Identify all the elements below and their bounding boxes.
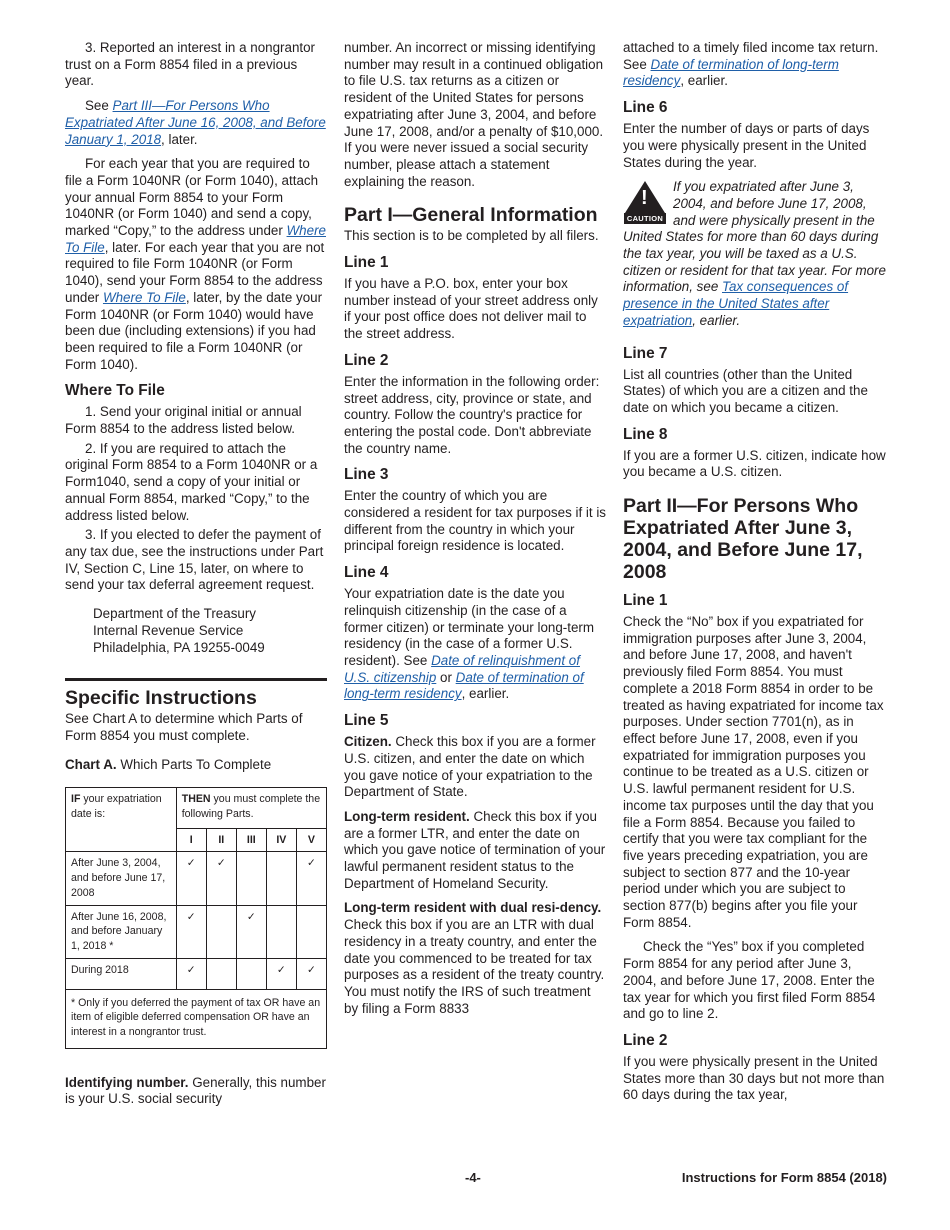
table-row (66, 958, 327, 989)
paragraph: Citizen. Check this box if you are a former U.S. citizen, and enter the date on which you gave notice of your expatriation to the Department of State. (344, 734, 596, 800)
check-icon: ✓ (176, 905, 206, 958)
caution-note: ! CAUTION If you expatriated after June 3, 2004, and before June 17, 2008, and were physically present in the United States for more than 60 days during the tax year, you will be taxed as a U.S. citizen or resident for that tax year. For more information, see Tax consequences of presence in the United States after expatriation, earlier. (623, 179, 886, 328)
see-reference: See Part III—For Persons Who Expatriated After June 16, 2008, and Before January 1, 2018, later. (65, 98, 326, 147)
paragraph: For each year that you are required to file a Form 1040NR (or Form 1040), attach your annual Form 8854 to your Form 1040NR (or Form 1040) and send a copy, marked “Copy,” to the address under Where To File, later. For each year that you are not required to file Form 1040NR (or Form 1040), send your Form 8854 to the address under Where To File, later, by the date your Form 1040NR (or Form 1040) would have been due (including extensions) if you had been required to file a Form 1040NR (or Form 1040). (65, 156, 326, 372)
section-heading: Where To File (65, 382, 165, 400)
mailing-address: Department of the Treasury Internal Revenue Service Philadelphia, PA 19255-0049 (93, 606, 265, 655)
column-1 (65, 40, 327, 1108)
paragraph: If you are a former U.S. citizen, indicate how you became a U.S. citizen. (623, 447, 886, 480)
list-item: 2. If you are required to attach the original Form 8854 to a Form 1040NR or a Form1040, send a copy of your initial or annual Form 8854, marked “Copy,” to the address listed below. (65, 440, 318, 523)
list-item: 1. Send your original initial or annual Form 8854 to the address listed below. (65, 404, 302, 437)
section-heading: Specific Instructions (65, 687, 257, 710)
paragraph: Check the “Yes” box if you completed Form 8854 for any period after June 3, 2004, and before June 17, 2008. Enter the tax year for which you first filed Form 8854 and go to line 2. (623, 939, 876, 1022)
column-header: II (206, 828, 236, 852)
table-cell (266, 905, 296, 958)
tax-consequences-link[interactable]: Tax consequences of presence in the United States after expatriation (623, 279, 849, 328)
table-cell: After June 16, 2008, and before January 1, 2018 * (66, 905, 177, 958)
table-cell (296, 905, 326, 958)
column-header: IV (266, 828, 296, 852)
termination-link[interactable]: Date of termination of long-term residency (623, 56, 839, 89)
table-cell (266, 852, 296, 905)
paragraph: Check the “No” box if you expatriated for immigration purposes after June 3, 2004, and before June 17, 2008, and haven't previously filed Form 8854. You must complete a 2018 Form 8854 in order to be treated as having expatriated for income tax purposes. Under section 7701(n), as in effect before June 17, 2008, even if you expatriated for immigration purposes you continue to be treated as a U.S. citizen or U.S. lawful permanent resident for U.S. income tax purposes until the day that you file a Form 8854. Because you failed to certify that you were tax compliant for the five years preceding expatriation, you are subject to section 877 and the 10-year period under which you are subject to section 877(b) begins after you file your Form 8854. (623, 614, 884, 930)
line-heading: Line 2 (344, 351, 389, 369)
part-iii-link[interactable]: Part III—For Persons Who Expatriated After June 16, 2008, and Before January 1, 2018 (65, 98, 326, 147)
chart-a-table (65, 787, 327, 1048)
table-cell (206, 905, 236, 958)
line-heading: Line 1 (344, 254, 389, 272)
paragraph: Long-term resident. Check this box if you are a former LTR, and enter the date on which you gave notice of termination of your lawful permanent resident status to the Department of Homeland Security. (344, 808, 606, 891)
chart-title: Chart A. Which Parts To Complete (65, 756, 272, 772)
check-icon: ✓ (176, 852, 206, 905)
table-header: THEN you must complete the following Parts. (176, 788, 326, 828)
line-heading: Line 8 (623, 425, 668, 443)
paragraph: If you were physically present in the United States more than 30 days but not more than 60 days during the tax year, (623, 1053, 885, 1103)
column-3 (623, 40, 887, 1104)
termination-link[interactable]: Date of termination of long-term residency (344, 669, 584, 702)
check-icon: ✓ (266, 958, 296, 989)
table-row (66, 852, 327, 905)
column-header: I (176, 828, 206, 852)
page-number: -4- (465, 1170, 481, 1185)
table-cell (236, 852, 266, 905)
paragraph: Enter the number of days or parts of days you were physically present in the United States during the year. (623, 121, 870, 170)
paragraph: This section is to be completed by all filers. (344, 228, 599, 244)
table-cell: During 2018 (66, 958, 177, 989)
paragraph: List all countries (other than the United States) of which you are a citizen and the date on which you became a citizen. (623, 366, 868, 415)
table-cell (206, 958, 236, 989)
where-to-file-link[interactable]: Where To File (102, 289, 186, 305)
table-cell (236, 958, 266, 989)
check-icon: ✓ (176, 958, 206, 989)
list-item: 3. Reported an interest in a nongrantor trust on a Form 8854 filed in a previous year. (65, 40, 316, 89)
section-heading: Part I—General Information (344, 204, 598, 227)
paragraph: If you have a P.O. box, enter your box number instead of your street address only if your post office does not deliver mail to the street address. (344, 276, 598, 342)
paragraph: Your expatriation date is the date you relinquish citizenship (in the case of a former citizen) or terminate your long-term residency (in the case of a former U.S. resident). See Date of relinquishment of U.S. citizenship or Date of termination of long-term residency, earlier. (344, 586, 595, 702)
line-heading: Line 1 (623, 592, 668, 610)
line-heading: Line 5 (344, 712, 389, 730)
line-heading: Line 3 (344, 466, 389, 484)
check-icon: ✓ (296, 852, 326, 905)
table-row (66, 788, 327, 828)
column-2 (344, 40, 608, 1017)
paragraph: Identifying number. Generally, this number is your U.S. social security (65, 1074, 326, 1107)
list-item: 3. If you elected to defer the payment of any tax due, see the instructions under Part IV, Section C, Line 15, later, on where to send your tax deferral agreement request. (65, 527, 324, 593)
table-header: IF your expatriation date is: (66, 788, 177, 852)
footer-title: Instructions for Form 8854 (2018) (681, 1170, 887, 1185)
divider (65, 678, 327, 681)
paragraph: Long-term resident with dual resi-dency. Check this box if you are an LTR with dual residency in a treaty country, and enter the date you commenced to be treated for tax purposes as a resident of the treaty country. You must notify the IRS of such treatment by filing a Form 8833 (344, 900, 605, 1016)
page-footer (65, 1170, 887, 1186)
caution-icon: ! CAUTION (623, 181, 667, 224)
line-heading: Line 7 (623, 344, 668, 362)
check-icon: ✓ (296, 958, 326, 989)
section-heading: Part II—For Persons Who Expatriated After June 3, 2004, and Before June 17, 2008 (623, 495, 863, 584)
table-row (66, 989, 327, 1048)
check-icon: ✓ (236, 905, 266, 958)
table-row (66, 905, 327, 958)
paragraph: Enter the country of which you are considered a resident for tax purposes if it is different from the country in which your principal foreign residence is located. (344, 488, 606, 554)
where-to-file-link[interactable]: Where To File (65, 223, 326, 255)
paragraph: number. An incorrect or missing identifying number may result in a continued obligation to file U.S. tax returns as a citizen or resident of the United States for persons expatriating after June 3, 2004, and before June 17, 2008, and/or a penalty of $10,000. If you were never issued a social security number, please attach a statement explaining the reason. (344, 40, 604, 189)
line-heading: Line 4 (344, 564, 389, 582)
line-heading: Line 2 (623, 1031, 668, 1049)
relinquishment-link[interactable]: Date of relinquishment of U.S. citizenship (344, 652, 580, 685)
paragraph: attached to a timely filed income tax return. See Date of termination of long-term residency, earlier. (623, 40, 879, 89)
paragraph: See Chart A to determine which Parts of Form 8854 you must complete. (65, 711, 303, 743)
paragraph: Enter the information in the following order: street address, city, province or state, and country. Follow the country's practice for entering the postal code. Don't abbreviate the country name. (344, 373, 600, 456)
table-footnote: * Only if you deferred the payment of tax OR have an item of eligible deferred compensation OR have an interest in a nongrantor trust. (66, 989, 327, 1048)
column-header: III (236, 828, 266, 852)
check-icon: ✓ (206, 852, 236, 905)
column-header: V (296, 828, 326, 852)
table-cell: After June 3, 2004, and before June 17, 2008 (66, 852, 177, 905)
line-heading: Line 6 (623, 99, 668, 117)
